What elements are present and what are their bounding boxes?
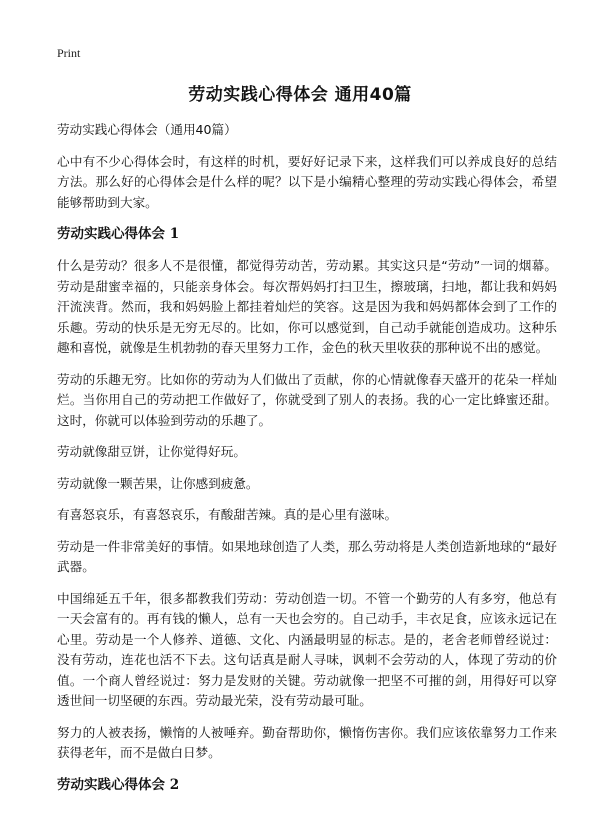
paragraph: 劳动是一件非常美好的事情。如果地球创造了人类，那么劳动将是人类创造新地球的“最好武器。 [57,538,557,574]
paragraph: 劳动就像一颗苦果，让你感到疲惫。 [57,475,259,491]
print-link[interactable]: Print [57,46,81,60]
paragraph: 努力的人被表扬，懒惰的人被唾弃。勤奋帮助你，懒惰伤害你。我们应该依靠努力工作来获得老年，而不是做白日梦。 [57,724,557,760]
subtitle: 劳动实践心得体会（通用40篇） [57,122,237,137]
paragraph: 劳动就像甜豆饼，让你觉得好玩。 [57,444,246,459]
section-heading-1: 劳动实践心得体会 1 [57,226,180,242]
paragraph: 有喜怒哀乐，有喜怒哀乐，有酸甜苦辣。真的是心里有滋味。 [57,507,398,522]
paragraph: 什么是劳动？很多人不是很懂，都觉得劳动苦，劳动累。其实这只是“劳动”一词的烟幕。劳动是甜蜜幸福的，只能亲身体会。每次帮妈妈打扫卫生，擦玻璃，扫地，都让我和妈妈汗流浃背。然而，我和妈妈脸上都挂着灿烂的笑容。这是因为我和妈妈都体会到了工作的乐趣。劳动的快乐是无穷无尽的。比如，你可以感觉到，自己动手就能创造成功。这种乐趣和喜悦，就像是生机勃勃的春天里努力工作，金色的秋天里收获的那种说不出的感觉。 [57,258,557,355]
section-heading-2: 劳动实践心得体会 2 [57,776,180,793]
intro-paragraph: 心中有不少心得体会时，有这样的时机，要好好记录下来，这样我们可以养成良好的总结方法。那么好的心得体会是什么样的呢？以下是小编精心整理的劳动实践心得体会，希望能够帮助到大家。 [57,153,557,210]
paragraph: 中国绵延五千年，很多都教我们劳动：劳动创造一切。不管一个勤劳的人有多穷，他总有一天会富有的。再有钱的懒人，总有一天也会穷的。自己动手，丰衣足食，应该永远记在心里。劳动是一个人修养、道德、文化、内涵最明显的标志。是的，老舍老师曾经说过：没有劳动，连花也活不下去。这句话真是耐人寻味，讽刺不会劳动的人，体现了劳动的价值。一个商人曾经说过：努力是发财的关键。劳动就像一把坚不可摧的剑，用得好可以穿透世间一切坚硬的东西。劳动最光荣，没有劳动最可耻。 [57,590,557,708]
page-title: 劳动实践心得体会 通用40篇 [188,85,412,105]
paragraph: 劳动的乐趣无穷。比如你的劳动为人们做出了贡献，你的心情就像春天盛开的花朵一样灿烂。当你用自己的劳动把工作做好了，你就受到了别人的表扬。我的心一定比蜂蜜还甜。这时，你就可以体验到劳动的乐趣了。 [57,371,557,428]
article-body [57,120,557,807]
